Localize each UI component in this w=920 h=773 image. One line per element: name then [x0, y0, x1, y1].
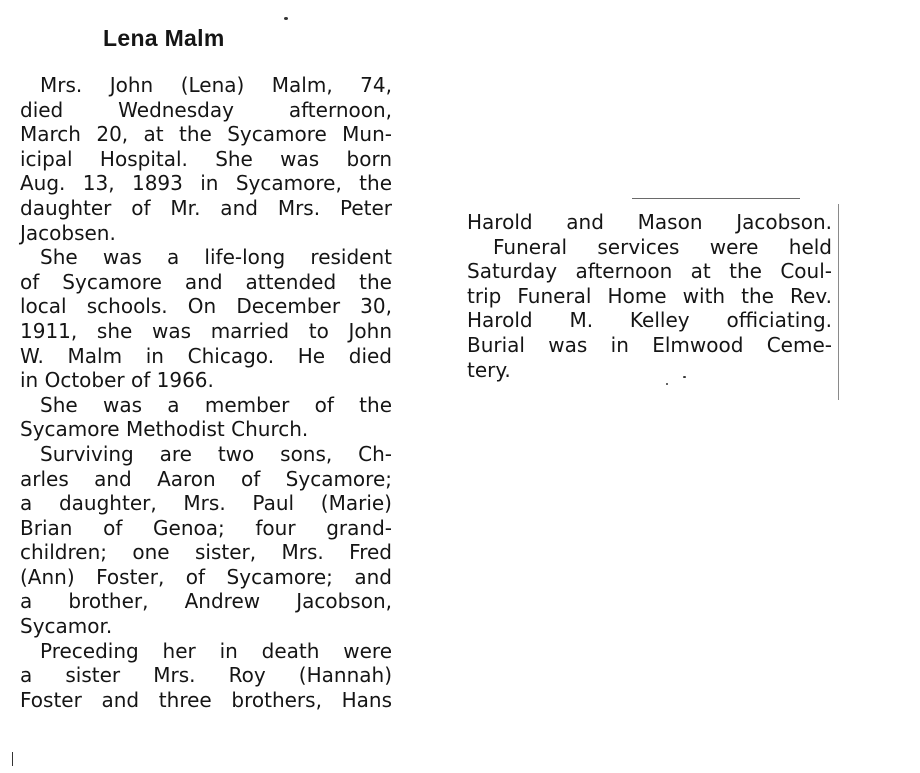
- print-speck: [666, 383, 668, 385]
- text-line: Saturday afternoon at the Coul-: [467, 259, 832, 284]
- text-line: Harold M. Kelley officiating.: [467, 308, 832, 333]
- text-line: Surviving are two sons, Ch-: [40, 441, 392, 466]
- text-line: W. Malm in Chicago. He died: [20, 343, 392, 368]
- text-line: (Ann) Foster, of Sycamore; and: [20, 564, 392, 589]
- print-speck: [284, 17, 288, 20]
- text-line: a brother, Andrew Jacobson,: [20, 589, 392, 614]
- text-line: Funeral services were held: [493, 234, 832, 259]
- text-line: tery.: [467, 357, 511, 382]
- text-line: Harold and Mason Jacobson.: [467, 210, 832, 234]
- obituary-headline: Lena Malm: [103, 25, 225, 51]
- text-line: local schools. On December 30,: [20, 294, 392, 319]
- text-line: icipal Hospital. She was born: [20, 146, 392, 171]
- text-line: children; one sister, Mrs. Fred: [20, 540, 392, 565]
- text-line: a daughter, Mrs. Paul (Marie): [20, 491, 392, 516]
- text-line: trip Funeral Home with the Rev.: [467, 283, 832, 308]
- text-line: daughter of Mr. and Mrs. Peter: [20, 195, 392, 220]
- text-line: She was a life-long resident: [40, 245, 392, 270]
- text-line: died Wednesday afternoon,: [20, 97, 392, 122]
- text-line: March 20, at the Sycamore Mun-: [20, 122, 392, 147]
- obituary-body-right-column: [467, 210, 832, 382]
- text-line: a sister Mrs. Roy (Hannah): [20, 663, 392, 688]
- text-line: in October of 1966.: [20, 368, 214, 393]
- text-line: Aug. 13, 1893 in Sycamore, the: [20, 171, 392, 196]
- column-rule: [632, 198, 800, 199]
- text-line: Sycamore Methodist Church.: [20, 417, 309, 442]
- text-line: Brian of Genoa; four grand-: [20, 515, 392, 540]
- text-line: arles and Aaron of Sycamore;: [20, 466, 392, 491]
- text-line: Burial was in Elmwood Ceme-: [467, 332, 832, 357]
- print-speck: [12, 752, 13, 766]
- text-line: She was a member of the: [40, 392, 392, 417]
- text-line: Foster and three brothers, Hans: [20, 687, 392, 712]
- obituary-body-left-column: [20, 73, 392, 712]
- clipping-edge: [838, 204, 839, 400]
- text-line: Mrs. John (Lena) Malm, 74,: [40, 73, 392, 97]
- text-line: Jacobsen.: [20, 220, 116, 245]
- text-line: Preceding her in death were: [40, 638, 392, 663]
- text-line: of Sycamore and attended the: [20, 269, 392, 294]
- text-line: Sycamor.: [20, 614, 113, 639]
- text-line: 1911, she was married to John: [20, 318, 392, 343]
